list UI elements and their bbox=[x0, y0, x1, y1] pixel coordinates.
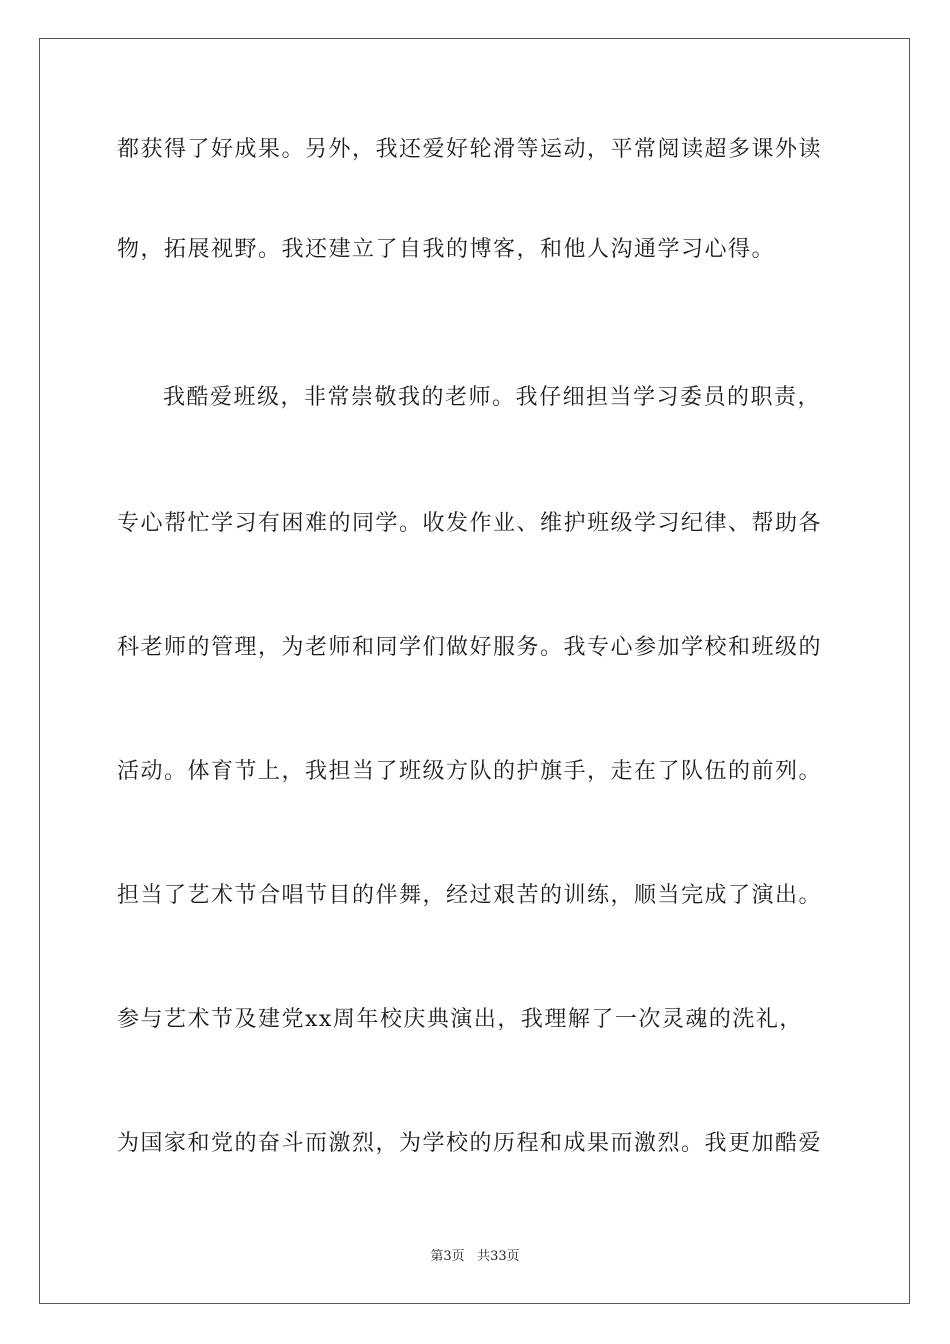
body-text-line: 科老师的管理，为老师和同学们做好服务。我专心参加学校和班级的 bbox=[117, 635, 823, 660]
paragraph-first-line: 我酷爱班级，非常崇敬我的老师。我仔细担当学习委员的职责， bbox=[163, 385, 822, 410]
page-border bbox=[39, 38, 910, 1304]
body-text-line: 参与艺术节及建党xx周年校庆典演出，我理解了一次灵魂的洗礼， bbox=[117, 1007, 803, 1032]
page-footer bbox=[0, 1248, 950, 1266]
body-text-line: 物，拓展视野。我还建立了自我的博客，和他人沟通学习心得。 bbox=[117, 237, 776, 262]
body-text-line: 都获得了好成果。另外，我还爱好轮滑等运动，平常阅读超多课外读 bbox=[117, 137, 823, 162]
page-total: 共33页 bbox=[477, 1249, 520, 1264]
body-text-line: 担当了艺术节合唱节目的伴舞，经过艰苦的训练，顺当完成了演出。 bbox=[117, 883, 823, 908]
page-number: 第3页 bbox=[430, 1249, 465, 1264]
body-text-line: 为国家和党的奋斗而激烈，为学校的历程和成果而激烈。我更加酷爱 bbox=[117, 1131, 823, 1156]
body-text-line: 专心帮忙学习有困难的同学。收发作业、维护班级学习纪律、帮助各 bbox=[117, 511, 823, 536]
body-text-line: 活动。体育节上，我担当了班级方队的护旗手，走在了队伍的前列。 bbox=[117, 759, 823, 784]
